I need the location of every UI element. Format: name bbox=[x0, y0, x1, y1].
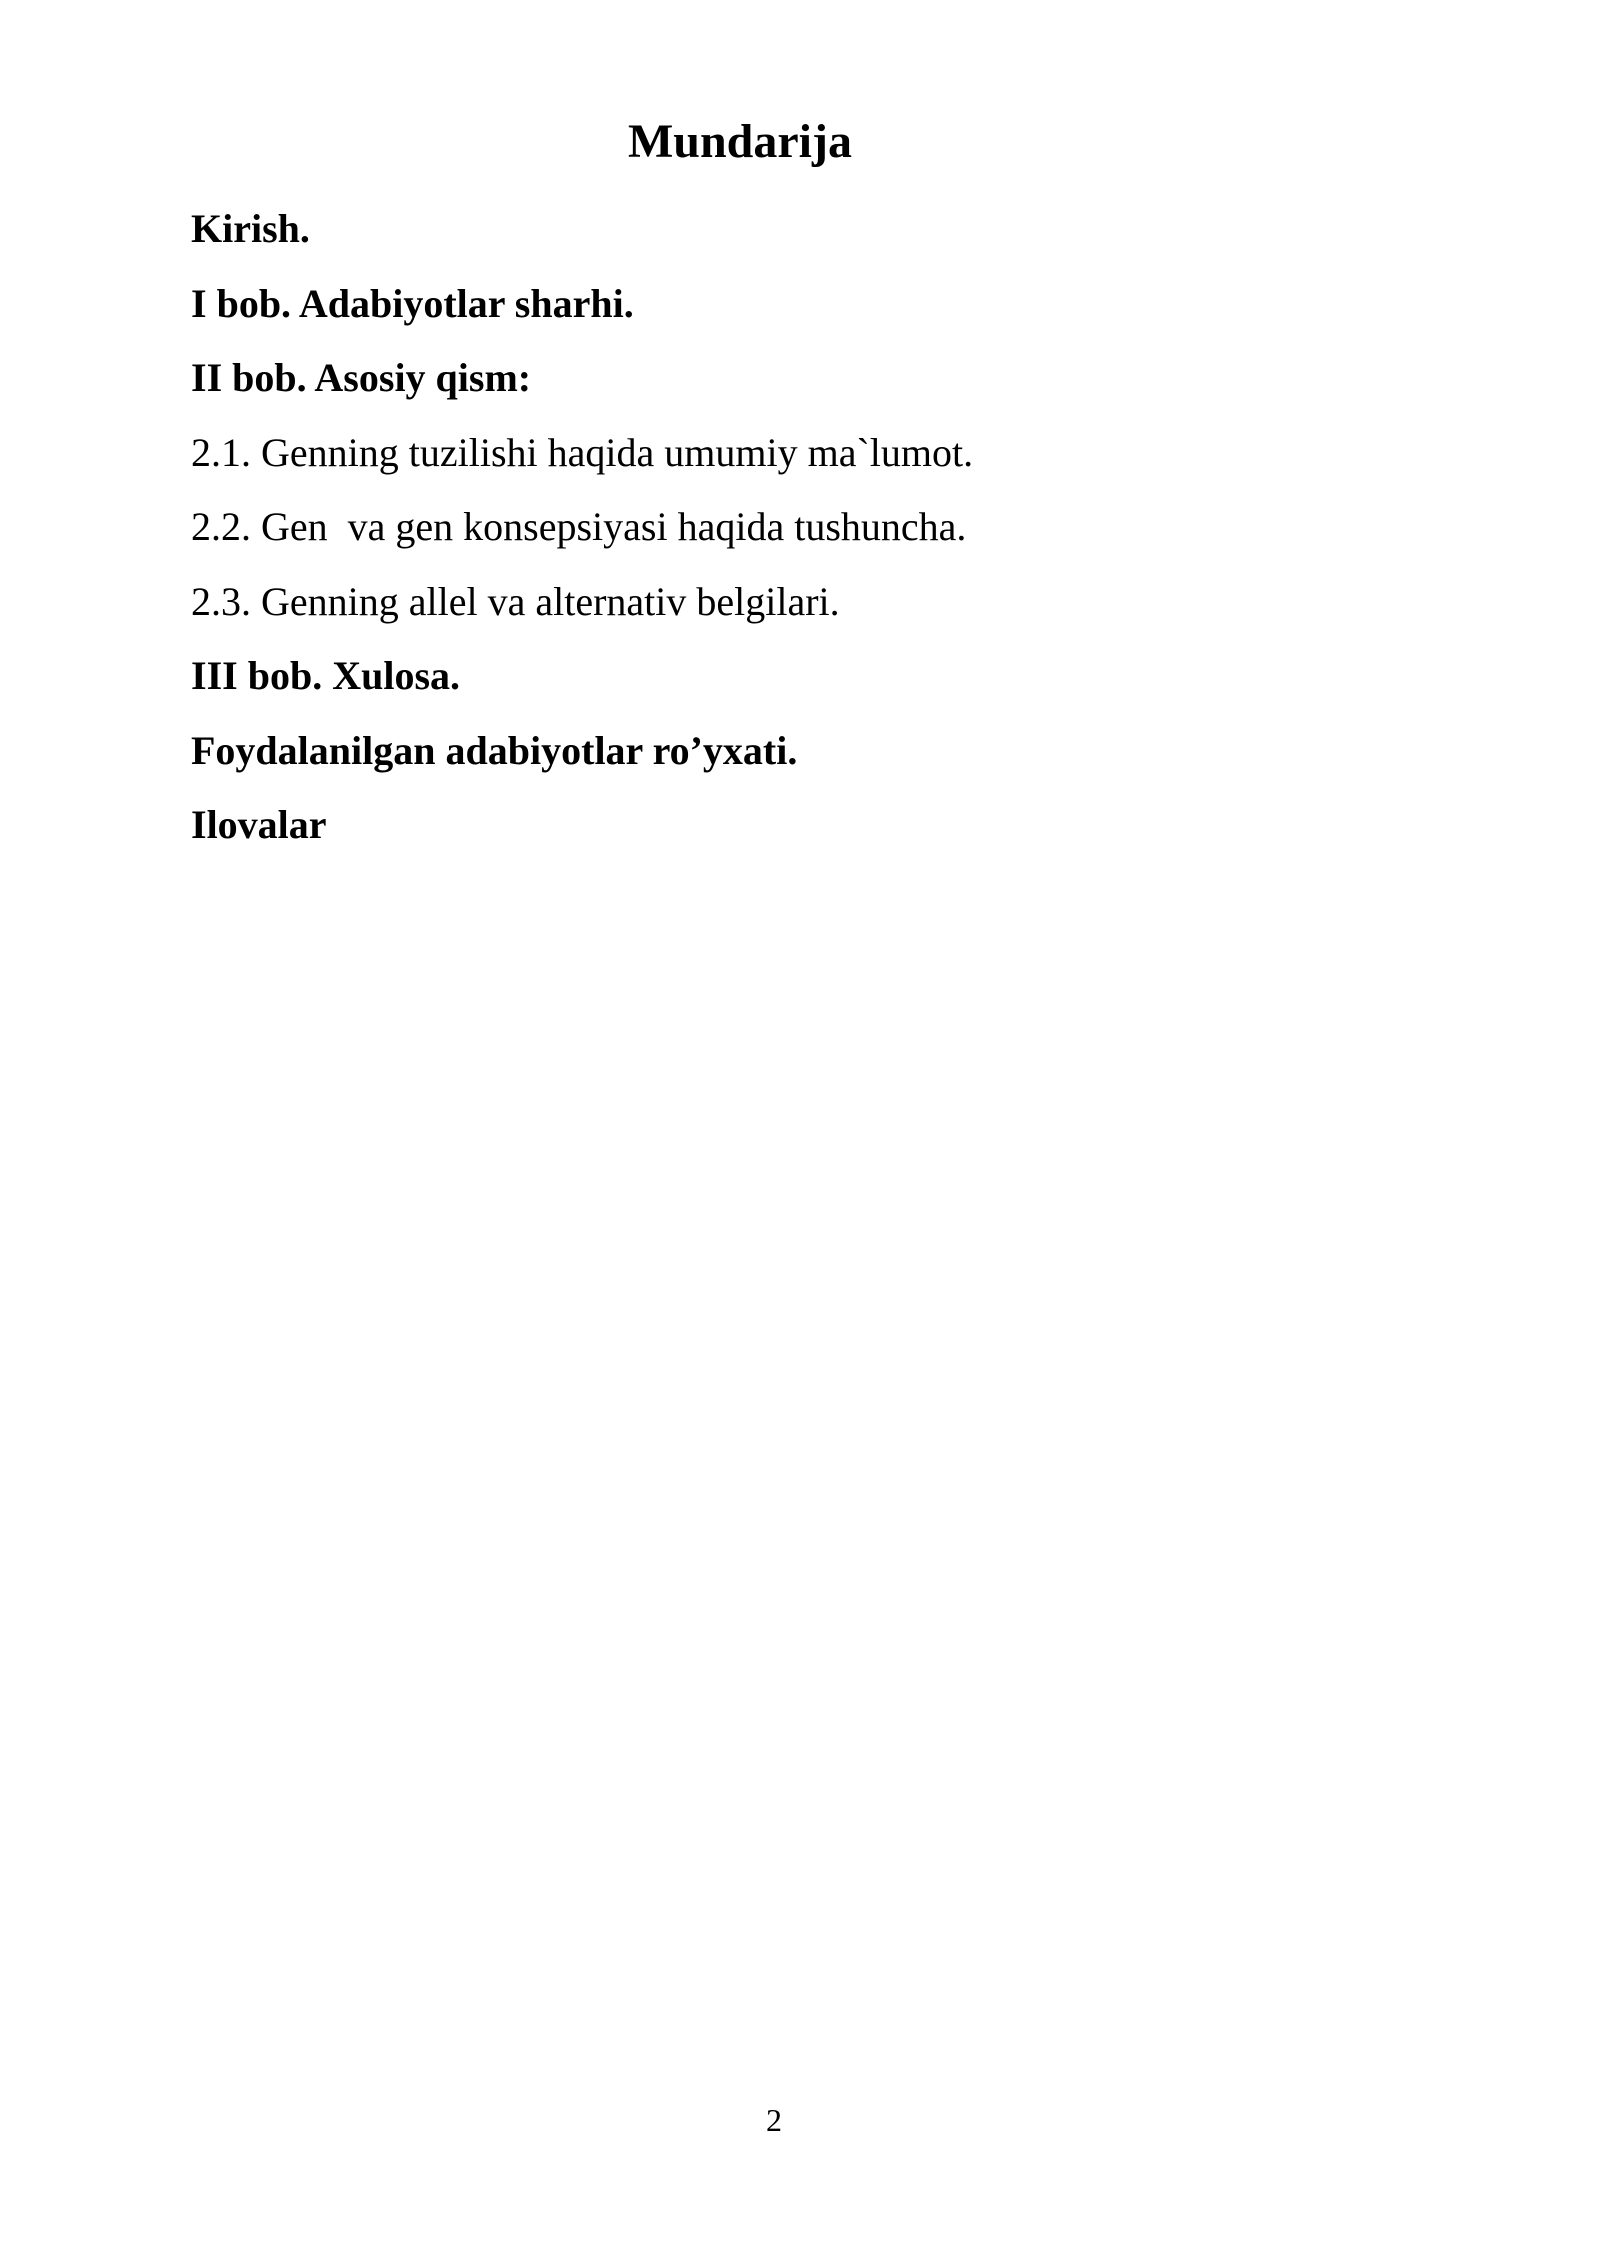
toc-item-section-2-3: 2.3. Genning allel va alternativ belgilari. bbox=[191, 578, 840, 624]
toc-item-references: Foydalanilgan adabiyotlar ro’yxati. bbox=[191, 727, 798, 773]
page-number: 2 bbox=[766, 2102, 782, 2138]
toc-item-section-2-1: 2.1. Genning tuzilishi haqida umumiy ma`lumot. bbox=[191, 429, 974, 475]
toc-item-appendices: Ilovalar bbox=[191, 802, 327, 847]
page-title: Mundarija bbox=[627, 115, 852, 168]
table-of-contents bbox=[191, 192, 973, 863]
toc-item-section-2-2: 2.2. Gen va gen konsepsiyasi haqida tushuncha. bbox=[191, 504, 967, 549]
toc-item-kirish: Kirish. bbox=[191, 206, 310, 251]
toc-item-chapter-3: III bob. Xulosa. bbox=[191, 653, 461, 698]
toc-item-chapter-2: II bob. Asosiy qism: bbox=[191, 355, 532, 400]
toc-item-chapter-1: I bob. Adabiyotlar sharhi. bbox=[191, 280, 634, 326]
